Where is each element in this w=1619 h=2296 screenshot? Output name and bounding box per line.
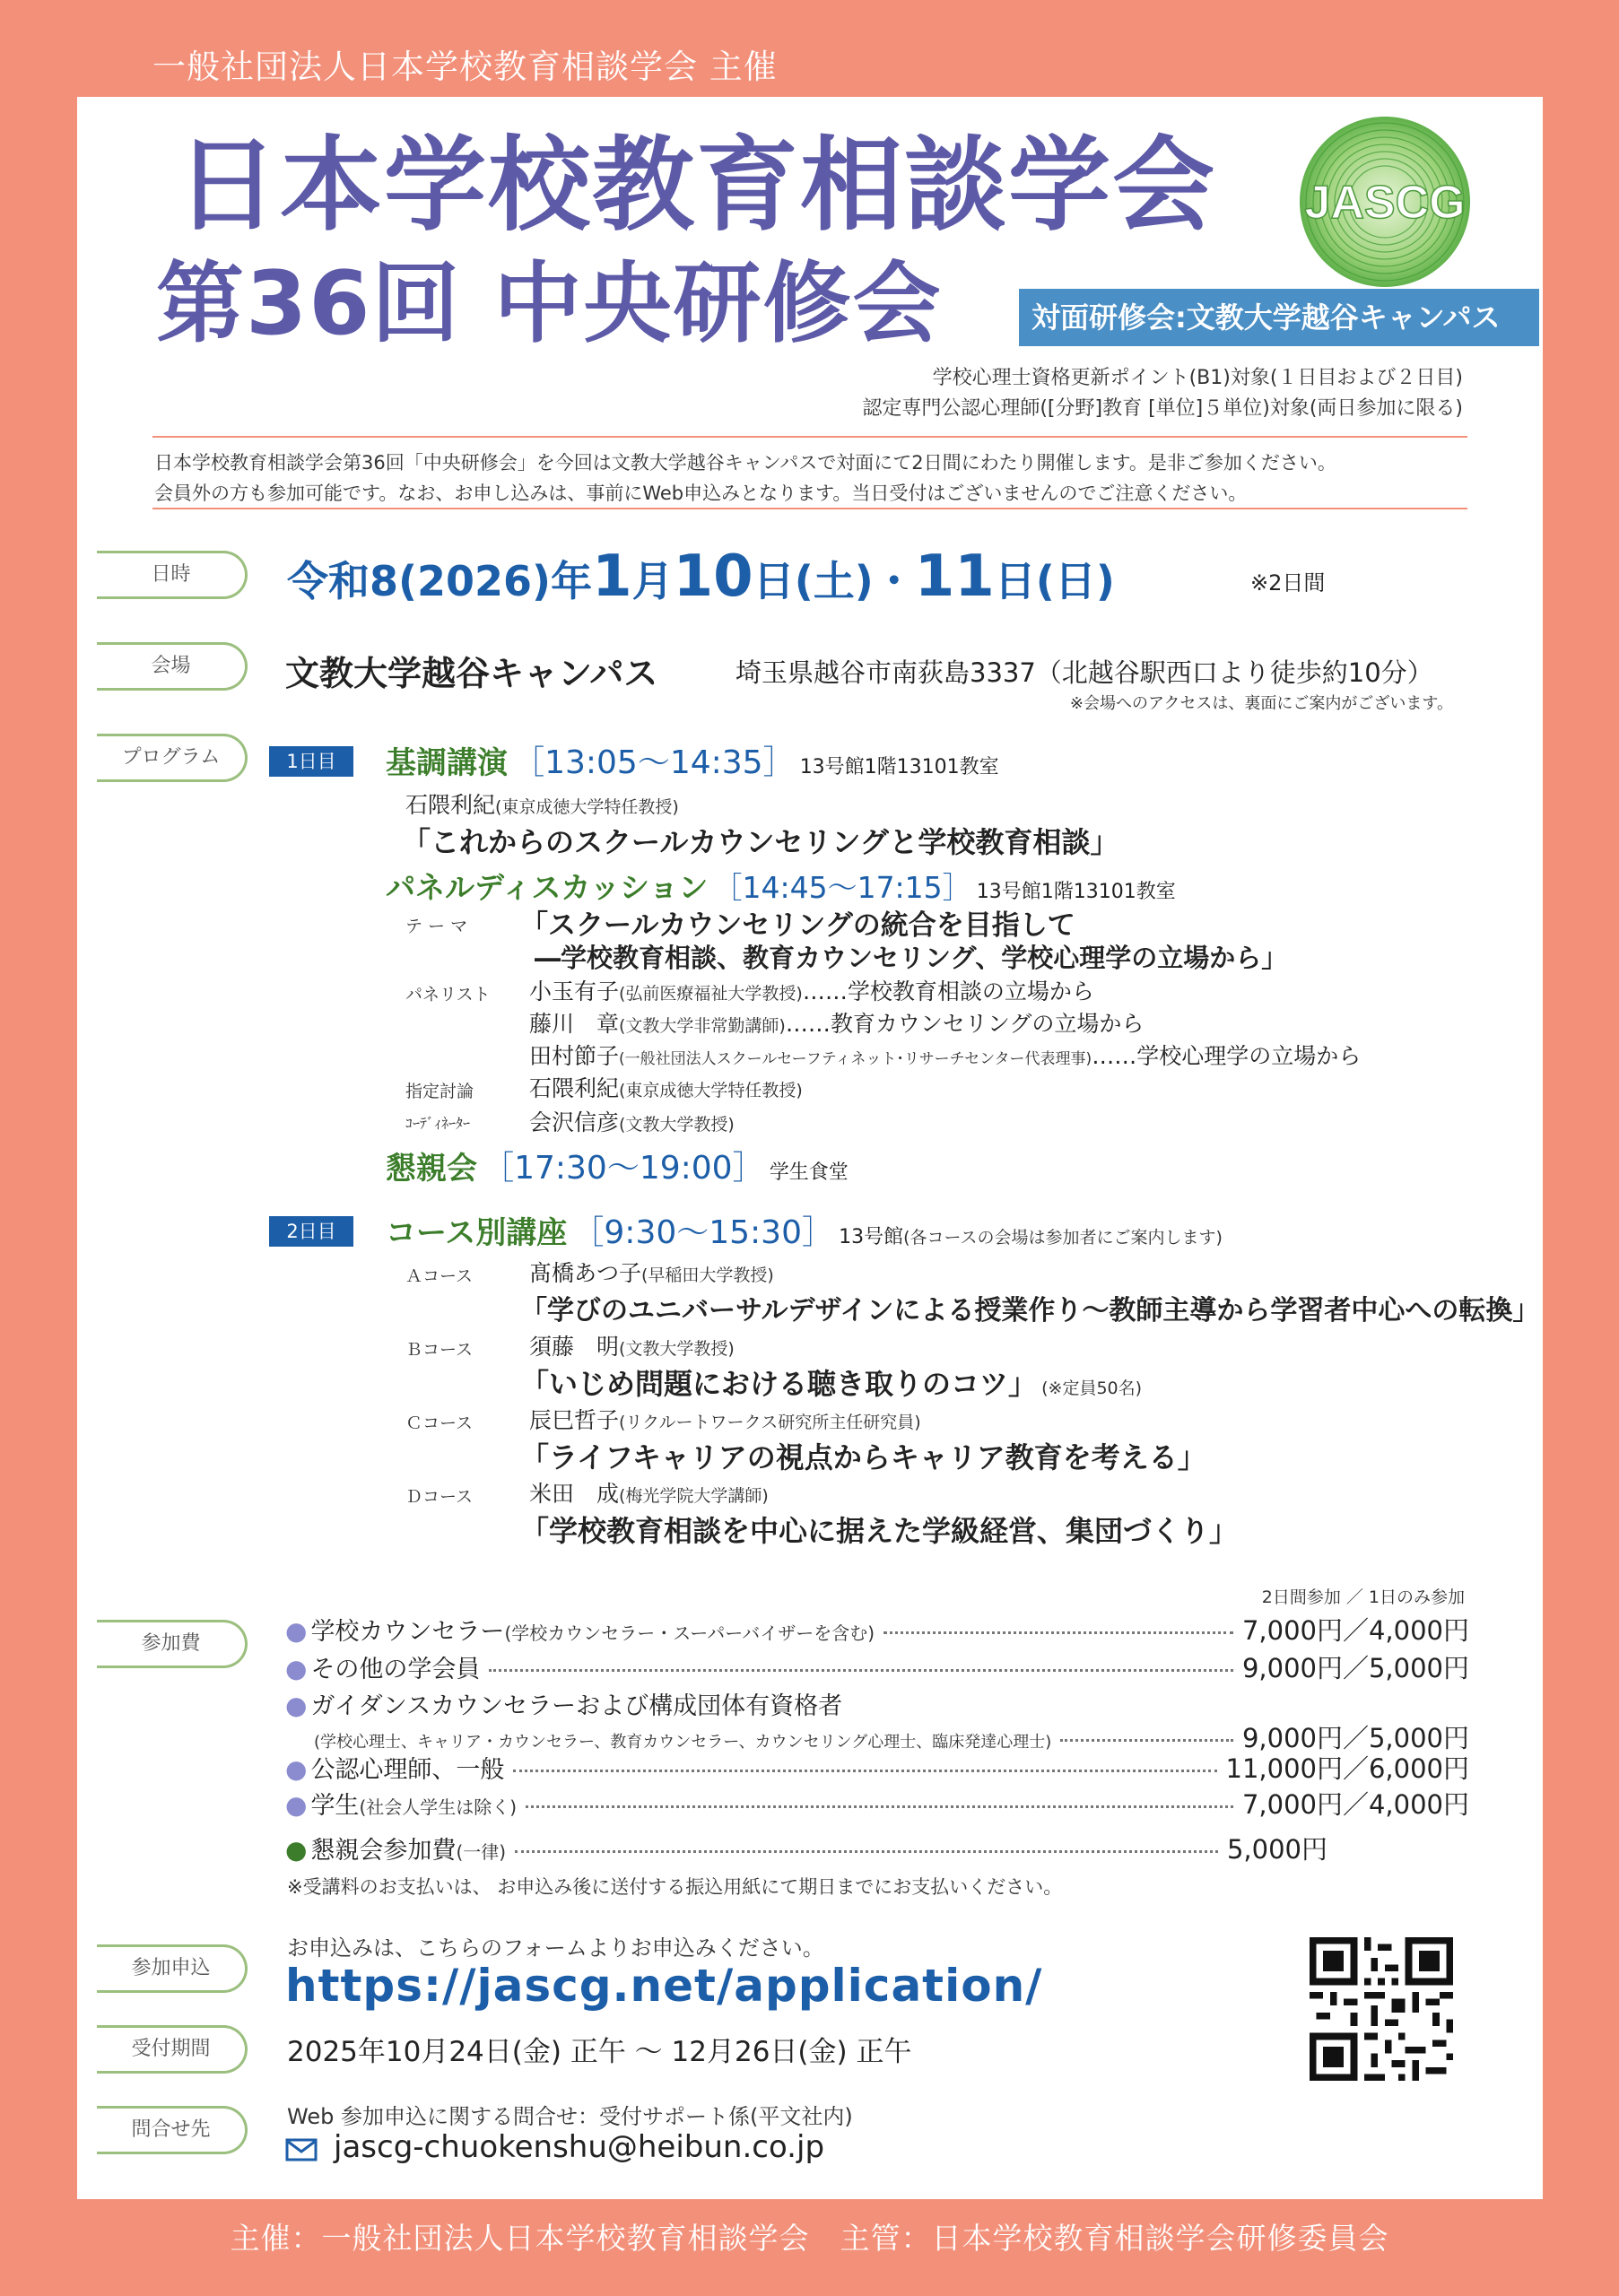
- label-contact: 問合せ先: [97, 2106, 248, 2154]
- coordinator: 会沢信彦(文教大学教授): [529, 1109, 735, 1135]
- contact-email[interactable]: jascg-chuokenshu@heibun.co.jp: [334, 2129, 825, 2165]
- course-d-label: Ｄコース: [405, 1487, 474, 1507]
- mail-icon: [285, 2138, 318, 2161]
- course-b-instructor: 須藤 明(文教大学教授): [529, 1334, 735, 1360]
- course-heading: コース別講座 ［9:30～15:30］ 13号館(各コースの会場は参加者にご案内します): [386, 1214, 1223, 1251]
- venue-note: ※会場へのアクセスは、裏面にご案内がございます。: [1069, 694, 1453, 713]
- bullet-icon: ●: [285, 1790, 308, 1820]
- application-period: 2025年10月24日(金) 正午 ～ 12月26日(金) 正午: [287, 2036, 912, 2068]
- page-title: 日本学校教育相談学会: [176, 126, 1217, 245]
- course-b-label: Ｂコース: [405, 1340, 474, 1360]
- jascg-logo: [1295, 112, 1475, 291]
- bullet-icon: ●: [285, 1616, 308, 1646]
- organizer-top: 一般社団法人日本学校教育相談学会 主催: [152, 48, 778, 86]
- label-venue: 会場: [97, 642, 248, 691]
- coordinator-label: ｺｰﾃﾞｨﾈｰﾀｰ: [405, 1115, 471, 1132]
- footer-organizers: 主催：一般社団法人日本学校教育相談学会 主管：日本学校教育相談学会研修委員会: [230, 2221, 1389, 2256]
- application-link[interactable]: https://jascg.net/application/: [285, 1960, 1043, 2012]
- theme-line-1: 「スクールカウンセリングの統合を目指して: [520, 909, 1075, 942]
- day2-badge: 2日目: [269, 1216, 353, 1247]
- label-period: 受付期間: [97, 2025, 248, 2074]
- keynote-speaker: 石隈利紀(東京成徳大学特任教授): [405, 792, 679, 818]
- divider-bottom: [152, 508, 1467, 509]
- label-program: プログラム: [97, 734, 248, 782]
- fee-note: ※受講料のお支払いは、 お申込み後に送付する振込用紙にて期日までにお支払いください。: [287, 1876, 1063, 1898]
- page-subtitle: 第36回 中央研修会: [156, 253, 943, 355]
- panelist-2: 藤川 章(文教大学非常勤講師)……教育カウンセリングの立場から: [529, 1011, 1145, 1037]
- fee-row: ● 学生 (社会人学生は除く) 7,000円／4,000円: [285, 1789, 1469, 1820]
- event-date: 令和8(2026)年1月10日(土)・11日(日): [287, 544, 1115, 610]
- venue-address: 埼玉県越谷市南荻島3337（北越谷駅西口より徒歩約10分）: [736, 657, 1433, 688]
- discussant-label: 指定討論: [405, 1082, 474, 1101]
- course-d-topic: 「学校教育相談を中心に据えた学級経営、集団づくり」: [520, 1514, 1239, 1548]
- panelist-1: 小玉有子(弘前医療福祉大学教授)……学校教育相談の立場から: [529, 978, 1094, 1004]
- credit-line-1: 学校心理士資格更新ポイント(B1)対象(１日目および２日目): [932, 367, 1463, 389]
- credit-line-2: 認定専門公認心理師([分野]教育 [単位]５単位)対象(両日参加に限る): [862, 397, 1463, 420]
- keynote-topic: 「これからのスクールカウンセリングと学校教育相談」: [402, 825, 1119, 859]
- day1-badge: 1日目: [269, 746, 353, 777]
- logo-text: JASCG: [1304, 177, 1466, 229]
- bullet-icon: ●: [285, 1691, 308, 1720]
- fee-row: ● 公認心理師、一般 11,000円／6,000円: [285, 1753, 1469, 1784]
- course-a-instructor: 髙橋あつ子(早稲田大学教授): [529, 1260, 774, 1286]
- fee-row: ● ガイダンスカウンセラーおよび構成団体有資格者: [285, 1691, 843, 1720]
- course-c-label: Ｃコース: [405, 1413, 474, 1433]
- divider-top: [152, 436, 1467, 438]
- theme-label: テ ー マ: [405, 917, 468, 936]
- venue-band: 対面研修会:文教大学越谷キャンパス: [1019, 289, 1539, 346]
- party-heading: 懇親会 ［17:30～19:00］ 学生食堂: [386, 1150, 849, 1187]
- venue-name: 文教大学越谷キャンパス: [285, 654, 658, 693]
- contact-lead: Web 参加申込に関する問合せ：受付サポート係(平文社内): [287, 2104, 853, 2129]
- fee-row: ● その他の学会員 9,000円／5,000円: [285, 1653, 1469, 1683]
- course-a-label: Ａコース: [405, 1266, 474, 1286]
- intro-line-1: 日本学校教育相談学会第36回「中央研修会」を今回は文教大学越谷キャンパスで対面にて2日間にわたり開催します。是非ご参加ください。: [154, 452, 1336, 474]
- bullet-icon: ●: [285, 1835, 308, 1865]
- course-c-instructor: 辰巳哲子(リクルートワークス研究所主任研究員): [529, 1407, 921, 1433]
- label-date: 日時: [97, 551, 248, 599]
- panelist-3: 田村節子(一般社団法人スクールセーフティネット･リサーチセンター代表理事)……学校心理学の立場から: [529, 1043, 1362, 1069]
- bullet-icon: ●: [285, 1654, 308, 1683]
- intro-line-2: 会員外の方も参加可能です。なお、お申し込みは、事前にWeb申込みとなります。当日受付はございませんのでご注意ください。: [154, 483, 1248, 504]
- discussant: 石隈利紀(東京成徳大学特任教授): [529, 1075, 803, 1101]
- keynote-heading: 基調講演 ［13:05～14:35］ 13号館1階13101教室: [386, 744, 999, 781]
- fee-row: ● 学校カウンセラー (学校カウンセラー・スーパーバイザーを含む) 7,000円／4,000円: [285, 1615, 1469, 1646]
- course-c-topic: 「ライフキャリアの視点からキャリア教育を考える」: [520, 1440, 1206, 1474]
- bullet-icon: ●: [285, 1754, 308, 1784]
- qr-code[interactable]: [1310, 1937, 1453, 2081]
- theme-line-2: ―学校教育相談、教育カウンセリング、学校心理学の立場から」: [535, 943, 1288, 973]
- date-note: ※2日間: [1250, 570, 1326, 596]
- fee-header: 2日間参加 ／ 1日のみ参加: [1261, 1587, 1465, 1607]
- panelist-label: パネリスト: [405, 985, 491, 1004]
- apply-lead: お申込みは、こちらのフォームよりお申込みください。: [287, 1935, 824, 1961]
- course-b-topic: 「いじめ問題における聴き取りのコツ」 (※定員50名): [520, 1367, 1143, 1401]
- label-fee: 参加費: [97, 1620, 248, 1668]
- panel-heading: パネルディスカッション ［14:45～17:15］ 13号館1階13101教室: [386, 870, 1176, 905]
- course-a-topic: 「学びのユニバーサルデザインによる授業作り～教師主導から学習者中心への転換」: [520, 1295, 1540, 1326]
- course-d-instructor: 米田 成(梅光学院大学講師): [529, 1481, 769, 1507]
- fee-row: (学校心理士、キャリア・カウンセラー、教育カウンセラー、カウンセリング心理士、臨床発達心理士) 9,000円／5,000円: [314, 1723, 1469, 1753]
- label-apply: 参加申込: [97, 1944, 248, 1993]
- fee-row: ● 懇親会参加費 (一律) 5,000円: [285, 1834, 1327, 1865]
